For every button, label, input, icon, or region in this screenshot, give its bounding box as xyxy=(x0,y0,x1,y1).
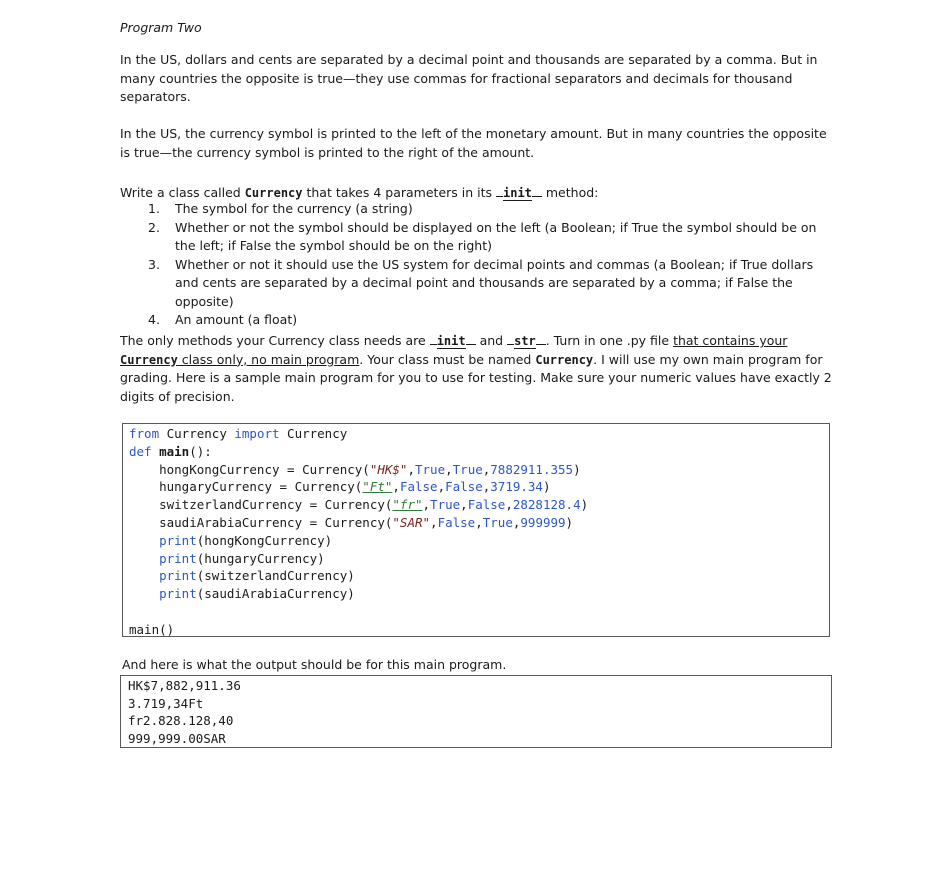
output-line: HK$7,882,911.36 xyxy=(128,678,241,693)
list-item xyxy=(120,219,832,256)
code-string: "fr" xyxy=(392,497,423,513)
underscore-blank xyxy=(536,330,546,345)
keyword-import: import xyxy=(234,426,280,441)
code-line: hungaryCurrency = Currency("Ft",False,False,3719.34) xyxy=(129,479,551,495)
underscore-blank xyxy=(466,330,476,345)
expected-output-box xyxy=(120,675,832,748)
code-line: saudiArabiaCurrency = Currency("SAR",False,True,999999) xyxy=(129,514,574,530)
paragraph-output-intro: And here is what the output should be for this main program. xyxy=(122,657,507,672)
req-text-b: . Turn in one .py file xyxy=(545,333,674,348)
code-assign: hongKongCurrency = Currency( xyxy=(129,461,370,477)
code-line: hongKongCurrency = Currency("HK$",True,True,7882911.355) xyxy=(129,461,581,477)
intro-middle: that takes 4 parameters in its xyxy=(302,185,496,200)
keyword-print: print xyxy=(159,586,197,602)
init-method-name: init xyxy=(436,334,466,348)
code-text: (hongKongCurrency) xyxy=(196,532,333,548)
code-line: switzerlandCurrency = Currency("fr",True,False,2828128.4) xyxy=(129,497,589,513)
code-text: (hungaryCurrency) xyxy=(196,550,325,566)
code-bool: True xyxy=(430,497,461,513)
list-item xyxy=(120,256,832,312)
list-text: An amount (a float) xyxy=(175,312,298,327)
page-title: Program Two xyxy=(120,20,202,35)
code-bool: False xyxy=(445,479,483,495)
code-module: Currency xyxy=(159,426,235,441)
code-bool: True xyxy=(452,461,483,477)
parameter-list xyxy=(120,200,832,330)
list-number: 2. xyxy=(148,219,160,235)
code-line xyxy=(129,425,829,443)
main-call: main() xyxy=(129,621,175,637)
code-assign: hungaryCurrency = Currency( xyxy=(129,479,363,495)
code-string: "HK$" xyxy=(369,461,408,477)
code-line xyxy=(129,621,829,639)
code-number: 2828128.4 xyxy=(512,497,581,513)
keyword-print: print xyxy=(159,532,197,548)
code-line xyxy=(129,603,829,621)
code-text: (switzerlandCurrency) xyxy=(196,568,355,584)
list-number: 3. xyxy=(148,256,160,272)
code-bool: False xyxy=(467,497,506,513)
code-string: "SAR" xyxy=(392,514,431,530)
list-text: The symbol for the currency (a string) xyxy=(175,201,413,216)
underlined-class-name: Currency xyxy=(120,352,178,367)
code-text: (): xyxy=(189,443,212,459)
output-line: fr2.828.128,40 xyxy=(128,713,234,728)
keyword-print: print xyxy=(159,550,197,566)
code-line xyxy=(129,585,829,603)
code-line xyxy=(129,567,829,585)
list-number: 1. xyxy=(148,201,160,216)
underlined-requirement: class only, no main program xyxy=(177,351,360,367)
underscore-blank xyxy=(496,182,503,197)
code-bool: False xyxy=(437,514,476,530)
sample-code-box xyxy=(122,423,830,637)
keyword-def: def xyxy=(129,443,152,459)
paragraph-separators: In the US, dollars and cents are separated by a decimal point and thousands are separated by a comma. But in many countries the opposite is true—they use commas for fractional separators and decimals for thousand separators. xyxy=(120,52,818,104)
code-bool: True xyxy=(482,514,513,530)
req-text-a: The only methods your Currency class needs are xyxy=(120,333,430,348)
underscore-blank xyxy=(507,330,514,345)
code-number: 7882911.355 xyxy=(490,461,574,477)
list-item xyxy=(120,311,832,330)
code-number: 999999 xyxy=(520,514,566,530)
underlined-requirement: that contains your xyxy=(673,333,788,348)
list-item xyxy=(120,200,832,219)
code-string: "Ft" xyxy=(362,479,393,495)
class-name: Currency xyxy=(535,352,594,367)
underscore-blank xyxy=(532,182,542,197)
output-line: 3.719,34Ft xyxy=(128,695,204,711)
code-class: Currency xyxy=(279,426,348,441)
code-line xyxy=(129,443,829,461)
code-assign: switzerlandCurrency = Currency( xyxy=(129,497,393,513)
init-method-name: init xyxy=(503,186,532,200)
underscore-blank xyxy=(430,330,437,345)
keyword-from: from xyxy=(129,426,160,441)
code-bool: False xyxy=(399,479,438,495)
paragraph-symbol-position: In the US, the currency symbol is printed to the left of the monetary amount. But in many countries the opposite is true—the currency symbol is printed to the right of the amount. xyxy=(120,126,827,160)
list-text: Whether or not it should use the US system for decimal points and commas (a Boolean; if True dollars and cents are separated by a decimal point and thousands are separated by a comma; if False the opposite) xyxy=(175,256,814,309)
class-name: Currency xyxy=(244,186,303,200)
intro-prefix: Write a class called xyxy=(120,185,245,200)
req-text-d: . I will use my own main program for grading. Here is a sample main program for you to use for testing. Make sure your numeric values have exactly 2 digits of precision. xyxy=(120,351,832,404)
list-number: 4. xyxy=(148,312,160,327)
code-number: 3719.34 xyxy=(490,479,543,495)
intro-suffix: method: xyxy=(541,185,599,200)
req-text-c: . Your class must be named xyxy=(359,351,536,367)
code-bool: True xyxy=(415,461,446,477)
function-name: main xyxy=(159,443,190,459)
code-line xyxy=(129,550,829,568)
output-line: 999,999.00SAR xyxy=(128,730,226,746)
str-method-name: str xyxy=(514,334,536,348)
req-text-and: and xyxy=(475,333,508,348)
keyword-print: print xyxy=(159,568,197,584)
list-text: Whether or not the symbol should be displayed on the left (a Boolean; if True the symbol should be on the left; if False the symbol should be on the right) xyxy=(175,219,817,253)
code-line xyxy=(129,532,829,550)
paragraph-requirements xyxy=(120,330,832,406)
code-text: (saudiArabiaCurrency) xyxy=(196,586,355,602)
code-assign: saudiArabiaCurrency = Currency( xyxy=(129,514,393,530)
